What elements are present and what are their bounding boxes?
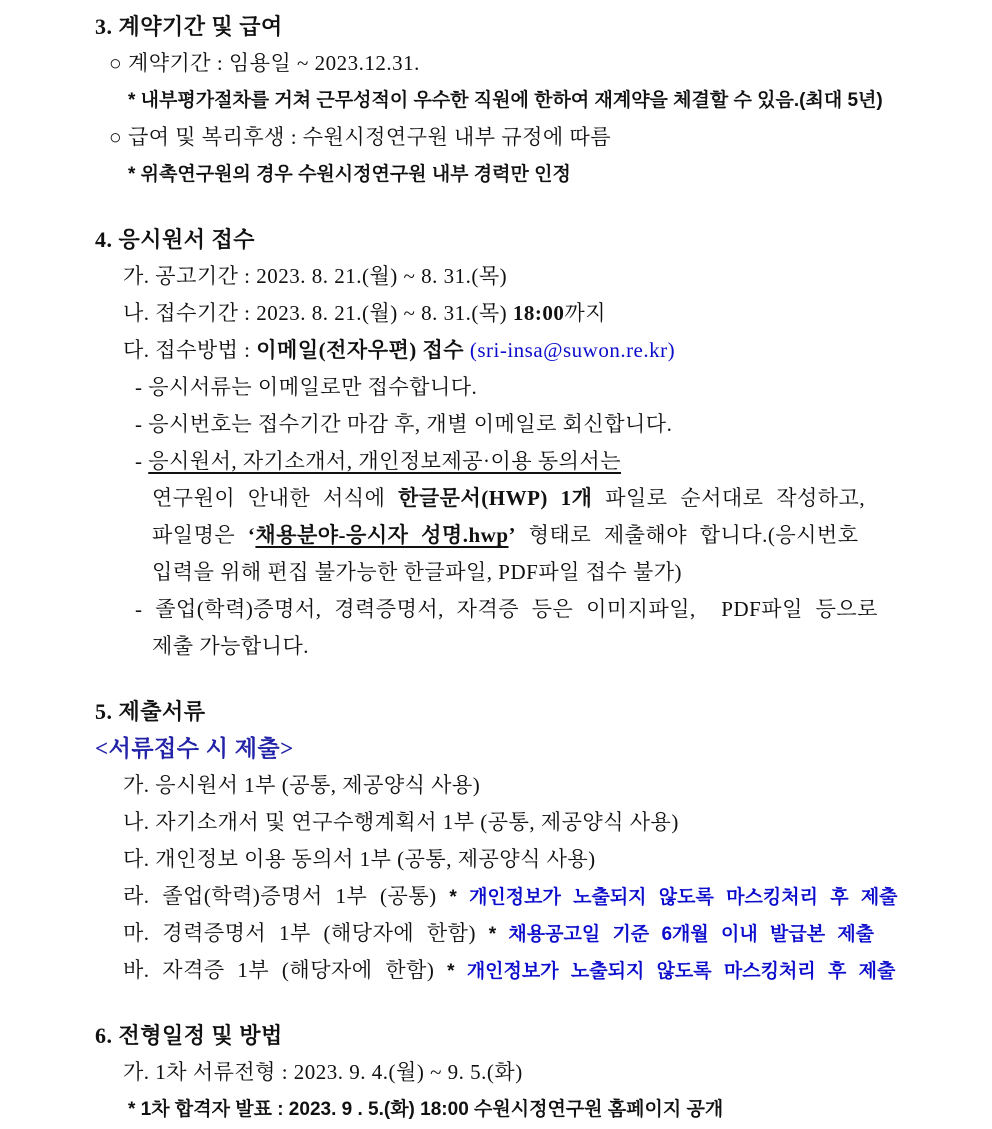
section-contract-salary	[95, 8, 942, 193]
text-segment: *	[449, 887, 470, 908]
text-segment: * 내부평가절차를 거쳐 근무성적이 우수한 직원에 한하여 재계약을 체결할 수 있음.(최대 5년)	[128, 90, 883, 111]
text-segment: 5. 제출서류	[95, 699, 206, 724]
text-segment: - 응시번호는 접수기간 마감 후, 개별 이메일로 회신합니다.	[135, 412, 673, 436]
paragraph-line	[95, 628, 942, 665]
text-segment: 개인정보가 노출되지 않도록 마스킹처리 후 제출	[466, 961, 896, 982]
text-segment: ’	[508, 523, 516, 547]
text-segment: 라. 졸업(학력)증명서 1부 (공통)	[123, 884, 450, 908]
text-segment: 가. 1차 서류전형 : 2023. 9. 4.(월) ~ 9. 5.(화)	[123, 1060, 523, 1084]
text-segment: - 졸업(학력)증명서, 경력증명서, 자격증 등은 이미지파일, PDF파일 등으로	[135, 597, 878, 621]
text-segment: 마. 경력증명서 1부 (해당자에 한함)	[123, 921, 489, 945]
circle-bullet-icon: ○	[109, 125, 128, 149]
text-segment: 4. 응시원서 접수	[95, 227, 256, 252]
dash-item	[95, 369, 942, 406]
text-segment: 채용분야-응시자 성명.hwp	[255, 523, 509, 547]
section-heading	[95, 8, 942, 45]
text-segment: 가. 응시원서 1부 (공통, 제공양식 사용)	[123, 773, 481, 797]
list-item	[95, 952, 942, 989]
list-item	[95, 1054, 942, 1091]
text-segment: 이메일(전자우편) 접수	[256, 338, 470, 362]
list-item	[95, 878, 942, 915]
dash-item	[95, 591, 942, 628]
circle-bullet-icon: ○	[109, 51, 128, 75]
text-segment: 급여 및 복리후생 : 수원시정연구원 내부 규정에 따름	[127, 125, 612, 149]
text-segment: 연구원이 안내한 서식에	[152, 486, 399, 510]
text-segment: 3. 계약기간 및 급여	[95, 14, 283, 39]
text-segment: <서류접수 시 제출>	[95, 736, 294, 761]
dash-item	[95, 406, 942, 443]
text-segment: 파일로 순서대로 작성하고,	[592, 486, 866, 510]
text-segment: 파일명은	[152, 523, 248, 547]
text-segment: 18:00	[512, 301, 565, 325]
text-segment: - 응시서류는 이메일로만 접수합니다.	[135, 375, 478, 399]
paragraph-line	[95, 480, 942, 517]
section-heading	[95, 693, 942, 730]
section-required-documents	[95, 693, 942, 989]
note-line	[95, 82, 942, 119]
text-segment: 채용공고일 기준 6개월 이내 발급본 제출	[508, 924, 875, 945]
email-link[interactable]: (sri-insa@suwon.re.kr)	[469, 338, 676, 362]
list-item	[95, 841, 942, 878]
text-segment: *	[488, 924, 509, 945]
list-item	[95, 767, 942, 804]
text-segment: 6. 전형일정 및 방법	[95, 1023, 283, 1048]
bullet-item	[95, 45, 942, 82]
text-segment: ‘	[247, 523, 256, 547]
text-segment: 나. 자기소개서 및 연구수행계획서 1부 (공통, 제공양식 사용)	[123, 810, 679, 834]
text-segment: 다. 접수방법 :	[123, 338, 257, 362]
note-line	[95, 1091, 942, 1128]
subsection-heading	[95, 730, 942, 767]
text-segment: 바. 자격증 1부 (해당자에 한함)	[123, 958, 448, 982]
text-segment: 까지	[564, 301, 606, 325]
list-item	[95, 804, 942, 841]
text-segment: 형태로 제출해야 합니다.(응시번호	[516, 523, 859, 547]
text-segment: 입력을 위해 편집 불가능한 한글파일, PDF파일 접수 불가)	[152, 560, 683, 584]
text-segment: 제출 가능합니다.	[152, 634, 310, 658]
text-segment: *	[447, 961, 467, 982]
text-segment: 계약기간 : 임용일 ~ 2023.12.31.	[127, 51, 420, 75]
bullet-item	[95, 119, 942, 156]
list-item	[95, 295, 942, 332]
section-selection-schedule	[95, 1017, 942, 1128]
text-segment: 나. 접수기간 : 2023. 8. 21.(월) ~ 8. 31.(목)	[123, 301, 513, 325]
list-item	[95, 915, 942, 952]
text-segment: -	[135, 449, 149, 473]
text-segment: * 위촉연구원의 경우 수원시정연구원 내부 경력만 인정	[128, 164, 571, 185]
list-item	[95, 332, 942, 369]
section-heading	[95, 1017, 942, 1054]
text-segment: * 1차 합격자 발표 : 2023. 9 . 5.(화) 18:00 수원시정연구원 홈페이지 공개	[128, 1099, 724, 1120]
text-segment: 개인정보가 노출되지 않도록 마스킹처리 후 제출	[469, 887, 898, 908]
list-item	[95, 258, 942, 295]
note-line	[95, 156, 942, 193]
text-segment: 다. 개인정보 이용 동의서 1부 (공통, 제공양식 사용)	[123, 847, 596, 871]
text-segment: 응시원서, 자기소개서, 개인정보제공·이용 동의서는	[148, 449, 621, 473]
text-segment: 한글문서(HWP) 1개	[398, 486, 593, 510]
text-segment: 가. 공고기간 : 2023. 8. 21.(월) ~ 8. 31.(목)	[123, 264, 508, 288]
section-heading	[95, 221, 942, 258]
paragraph-line	[95, 554, 942, 591]
paragraph-line	[95, 517, 942, 554]
section-application-submission	[95, 221, 942, 665]
dash-item	[95, 443, 942, 480]
